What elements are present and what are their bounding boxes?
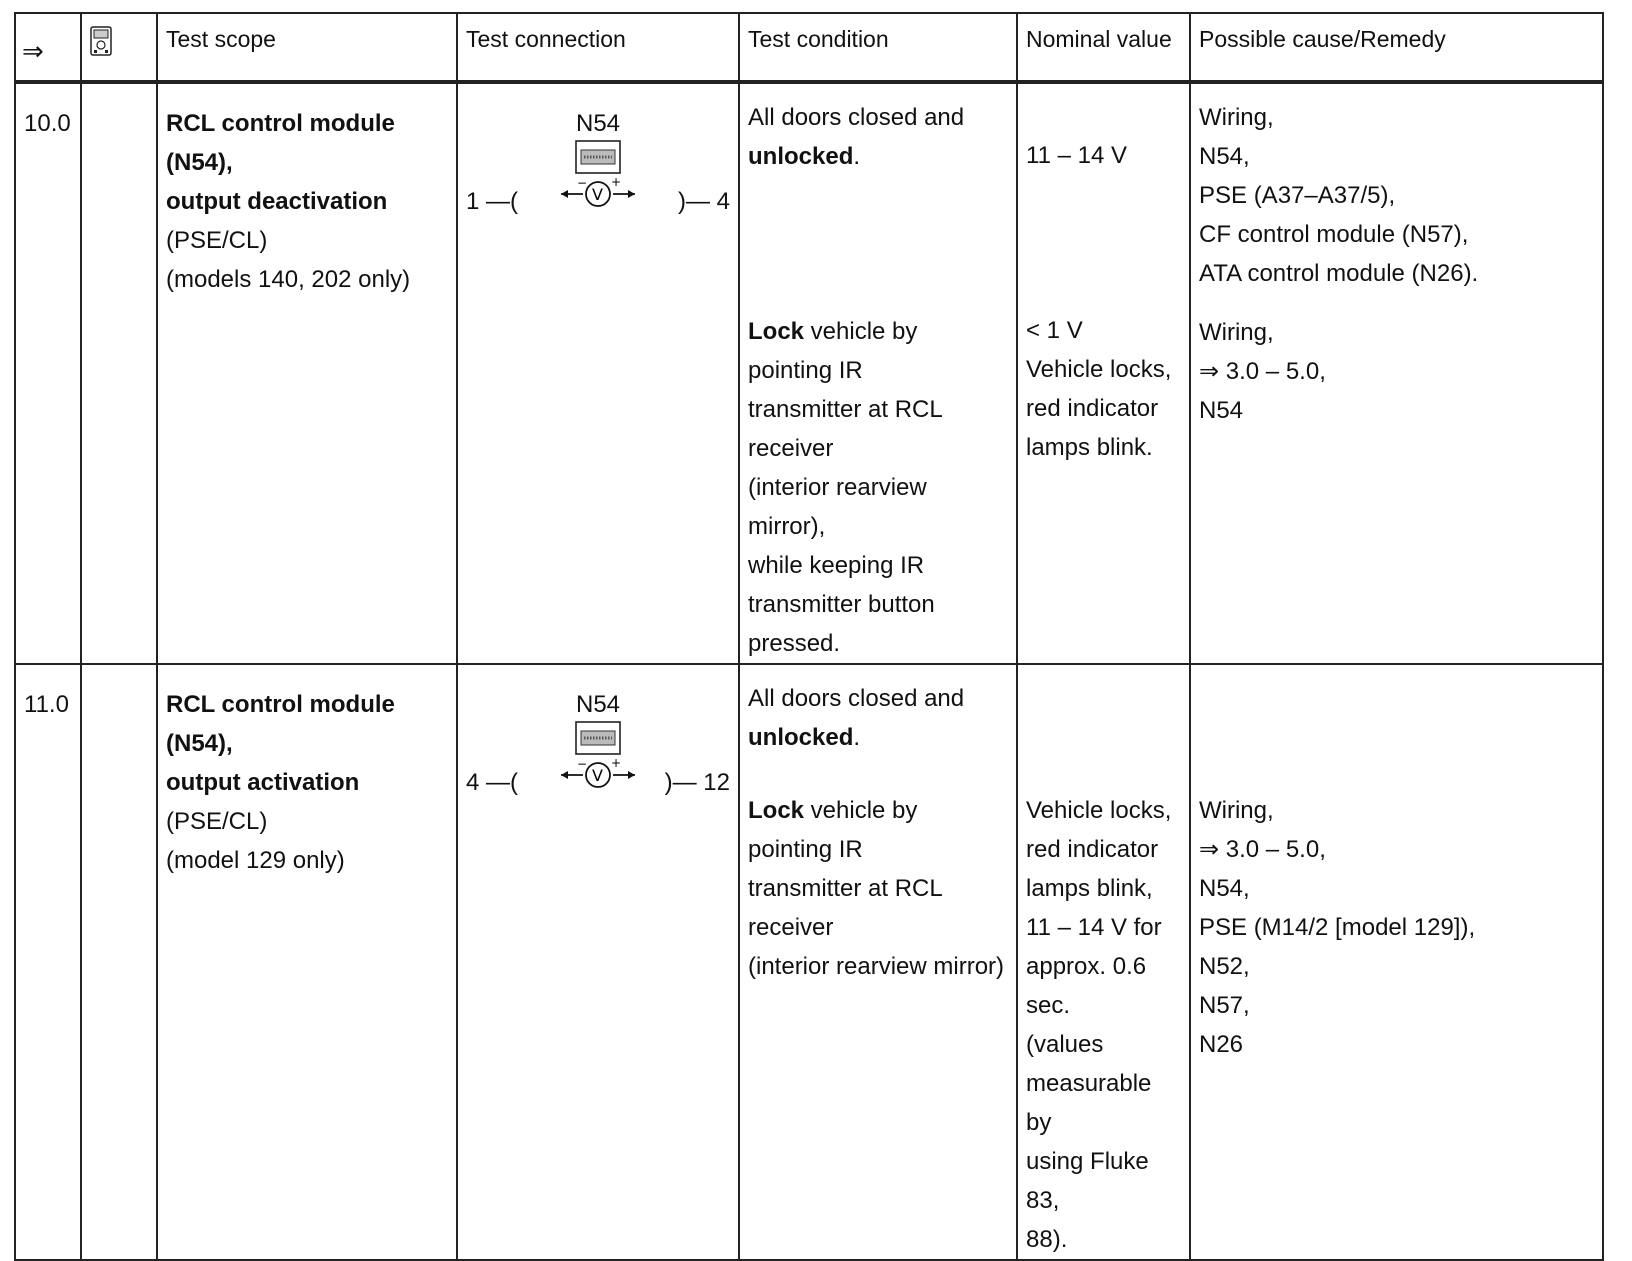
condition-line: Lock vehicle by pointing IR — [748, 318, 918, 384]
scope-title: RCL control module (N54), — [166, 691, 395, 757]
cause-line: CF control module (N57), — [1199, 221, 1469, 248]
nominal-line: < 1 V — [1026, 317, 1083, 344]
connector-plug-icon — [575, 140, 621, 174]
table-row — [15, 82, 1603, 664]
condition-line: All doors closed and — [748, 685, 965, 712]
nominal-line: measurable by — [1026, 1070, 1152, 1136]
header-test-scope: Test scope — [166, 26, 276, 52]
condition-line: (interior rearview mirror) — [748, 953, 1005, 980]
nominal-line: Vehicle locks, — [1026, 356, 1172, 383]
cause-line: ⇒ 3.0 – 5.0, — [1199, 836, 1326, 863]
svg-text:−: − — [577, 176, 588, 190]
condition-line: transmitter at RCL receiver — [748, 396, 942, 462]
connector-plug-icon — [575, 721, 621, 755]
cause-line: PSE (M14/2 [model 129]), — [1199, 914, 1476, 941]
condition-line: unlocked. — [748, 143, 861, 170]
svg-text:+: + — [611, 757, 622, 770]
cause-line: N52, — [1199, 953, 1250, 980]
scope-subtitle: output activation — [166, 769, 360, 796]
nominal-line: red indicator — [1026, 395, 1159, 422]
scope-system: (PSE/CL) — [166, 808, 268, 835]
nominal-line: (values — [1026, 1031, 1104, 1058]
condition-line: All doors closed and — [748, 104, 965, 131]
test-table — [14, 12, 1604, 1261]
cause-line: N54, — [1199, 143, 1250, 170]
svg-text:V: V — [592, 185, 603, 204]
header-arrow-cell — [15, 13, 81, 82]
multimeter-icon — [90, 26, 112, 56]
header-test-connection: Test connection — [466, 26, 626, 52]
voltmeter-icon — [559, 757, 637, 791]
condition-line: while keeping IR — [748, 552, 925, 579]
scope-models: (model 129 only) — [166, 847, 345, 874]
condition-line: transmitter at RCL receiver — [748, 875, 942, 941]
condition-line: unlocked. — [748, 724, 861, 751]
test-connection-diagram: N54 1 —( − V + )— 4 — [458, 104, 738, 234]
cause-line: PSE (A37–A37/5), — [1199, 182, 1396, 209]
nominal-line: Vehicle locks, — [1026, 797, 1172, 824]
icon-cell — [81, 664, 157, 1260]
nominal-line: approx. 0.6 sec. — [1026, 953, 1147, 1019]
nominal-line: lamps blink, — [1026, 875, 1153, 902]
cause-line: N57, — [1199, 992, 1250, 1019]
cause-line: ATA control module (N26). — [1199, 260, 1479, 287]
nominal-line: 88). — [1026, 1226, 1068, 1253]
condition-line: (interior rearview mirror), — [748, 474, 927, 540]
header-nominal-value: Nominal value — [1026, 26, 1172, 52]
voltmeter-icon — [559, 176, 637, 210]
scope-subtitle: output deactivation — [166, 188, 388, 215]
nominal-line: lamps blink. — [1026, 434, 1153, 461]
table-row — [15, 664, 1603, 1260]
scope-models: (models 140, 202 only) — [166, 266, 411, 293]
nominal-line: red indicator — [1026, 836, 1159, 863]
svg-text:V: V — [592, 766, 603, 785]
cause-line: N26 — [1199, 1031, 1244, 1058]
cause-line: Wiring, — [1199, 797, 1274, 824]
scope-system: (PSE/CL) — [166, 227, 268, 254]
cause-line: Wiring, — [1199, 319, 1274, 346]
scope-title: RCL control module (N54), — [166, 110, 395, 176]
svg-text:−: − — [577, 757, 588, 771]
icon-cell — [81, 82, 157, 664]
cause-line: N54 — [1199, 397, 1244, 424]
condition-line: transmitter button pressed. — [748, 591, 935, 657]
test-connection-diagram: N54 4 —( − V + )— 12 — [458, 685, 738, 815]
pin-left: 1 — [466, 188, 480, 215]
nominal-line: 11 – 14 V — [1026, 142, 1127, 169]
header-test-condition: Test condition — [748, 26, 889, 52]
condition-line: Lock vehicle by pointing IR — [748, 797, 918, 863]
cause-line: Wiring, — [1199, 104, 1274, 131]
cause-line: N54, — [1199, 875, 1250, 902]
pin-right: 12 — [703, 769, 730, 796]
connector-label: N54 — [575, 110, 621, 137]
arrow-icon: ⇒ — [22, 36, 44, 66]
cause-line: ⇒ 3.0 – 5.0, — [1199, 358, 1326, 385]
svg-text:+: + — [611, 176, 622, 189]
nominal-line: using Fluke 83, — [1026, 1148, 1149, 1214]
header-possible-cause: Possible cause/Remedy — [1199, 26, 1446, 52]
header-row — [15, 13, 1603, 82]
step-number: 10.0 — [24, 110, 71, 137]
header-icon-cell — [81, 13, 157, 82]
nominal-line: 11 – 14 V for — [1026, 914, 1162, 941]
connector-label: N54 — [575, 691, 621, 718]
step-number: 11.0 — [24, 691, 69, 718]
pin-right: 4 — [716, 188, 730, 215]
pin-left: 4 — [466, 769, 480, 796]
